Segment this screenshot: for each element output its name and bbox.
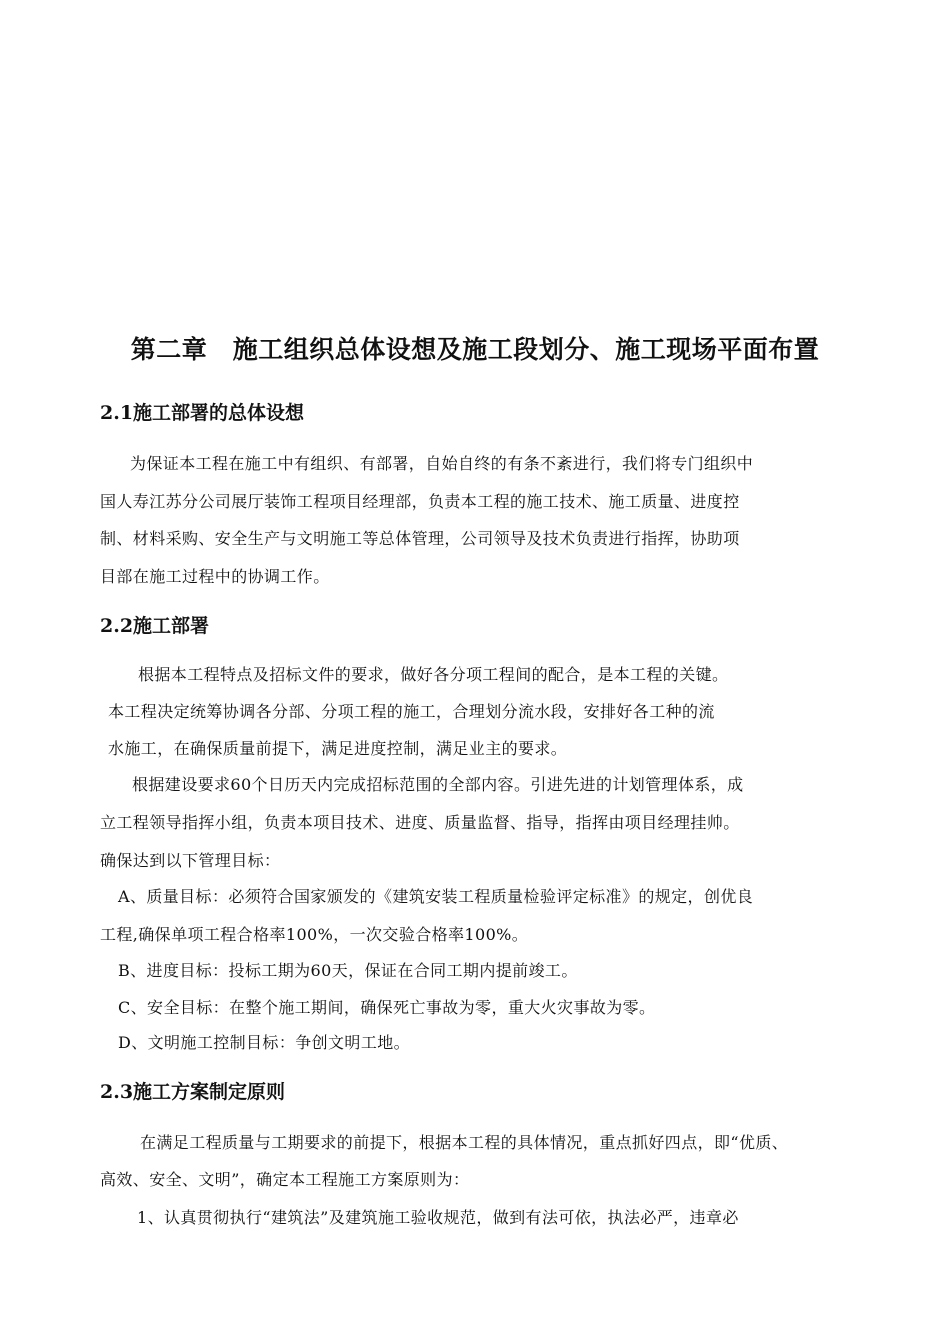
section-heading-2-2: 2.2施工部署 — [100, 615, 210, 637]
paragraph-line: B、进度目标：投标工期为60天，保证在合同工期内提前竣工。 — [118, 961, 578, 980]
paragraph-line: 立工程领导指挥小组，负责本项目技术、进度、质量监督、指导，指挥由项目经理挂帅。 — [100, 813, 740, 832]
paragraph-line: 根据建设要求60个日历天内完成招标范围的全部内容。引进先进的计划管理体系，成 — [132, 775, 744, 794]
paragraph-line: A、质量目标：必须符合国家颁发的《建筑安装工程质量检验评定标准》的规定，创优良 — [118, 887, 754, 906]
paragraph-line: 根据本工程特点及招标文件的要求，做好各分项工程间的配合，是本工程的关键。 — [138, 665, 729, 684]
paragraph-line: 国人寿江苏分公司展厅装饰工程项目经理部，负责本工程的施工技术、施工质量、进度控 — [100, 492, 740, 511]
paragraph-line: 水施工，在确保质量前提下，满足进度控制，满足业主的要求。 — [108, 739, 568, 758]
paragraph-line: D、文明施工控制目标：争创文明工地。 — [118, 1033, 411, 1052]
paragraph-line: 本工程决定统筹协调各分部、分项工程的施工，合理划分流水段，安排好各工种的流 — [108, 702, 715, 721]
section-heading-2-3: 2.3施工方案制定原则 — [100, 1081, 286, 1103]
section-heading-2-1: 2.1施工部署的总体设想 — [100, 402, 305, 424]
paragraph-line: 工程,确保单项工程合格率100%，一次交验合格率100%。 — [100, 925, 529, 944]
paragraph-line: 确保达到以下管理目标： — [100, 851, 281, 870]
paragraph-line: 为保证本工程在施工中有组织、有部署，自始自终的有条不紊进行，我们将专门组织中 — [130, 454, 754, 473]
paragraph-line: 制、材料采购、安全生产与文明施工等总体管理，公司领导及技术负责进行指挥，协助项 — [100, 529, 740, 548]
paragraph-line: 1、认真贯彻执行“建筑法”及建筑施工验收规范，做到有法可依，执法必严，违章必 — [137, 1208, 739, 1227]
paragraph-line: 在满足工程质量与工期要求的前提下，根据本工程的具体情况，重点抓好四点，即“优质、 — [140, 1133, 789, 1152]
paragraph-line: 目部在施工过程中的协调工作。 — [100, 567, 330, 586]
paragraph-line: C、安全目标：在整个施工期间，确保死亡事故为零，重大火灾事故为零。 — [118, 998, 656, 1017]
chapter-title: 第二章 施工组织总体设想及施工段划分、施工现场平面布置 — [130, 335, 820, 364]
paragraph-line: 高效、安全、文明”，确定本工程施工方案原则为： — [100, 1170, 470, 1189]
